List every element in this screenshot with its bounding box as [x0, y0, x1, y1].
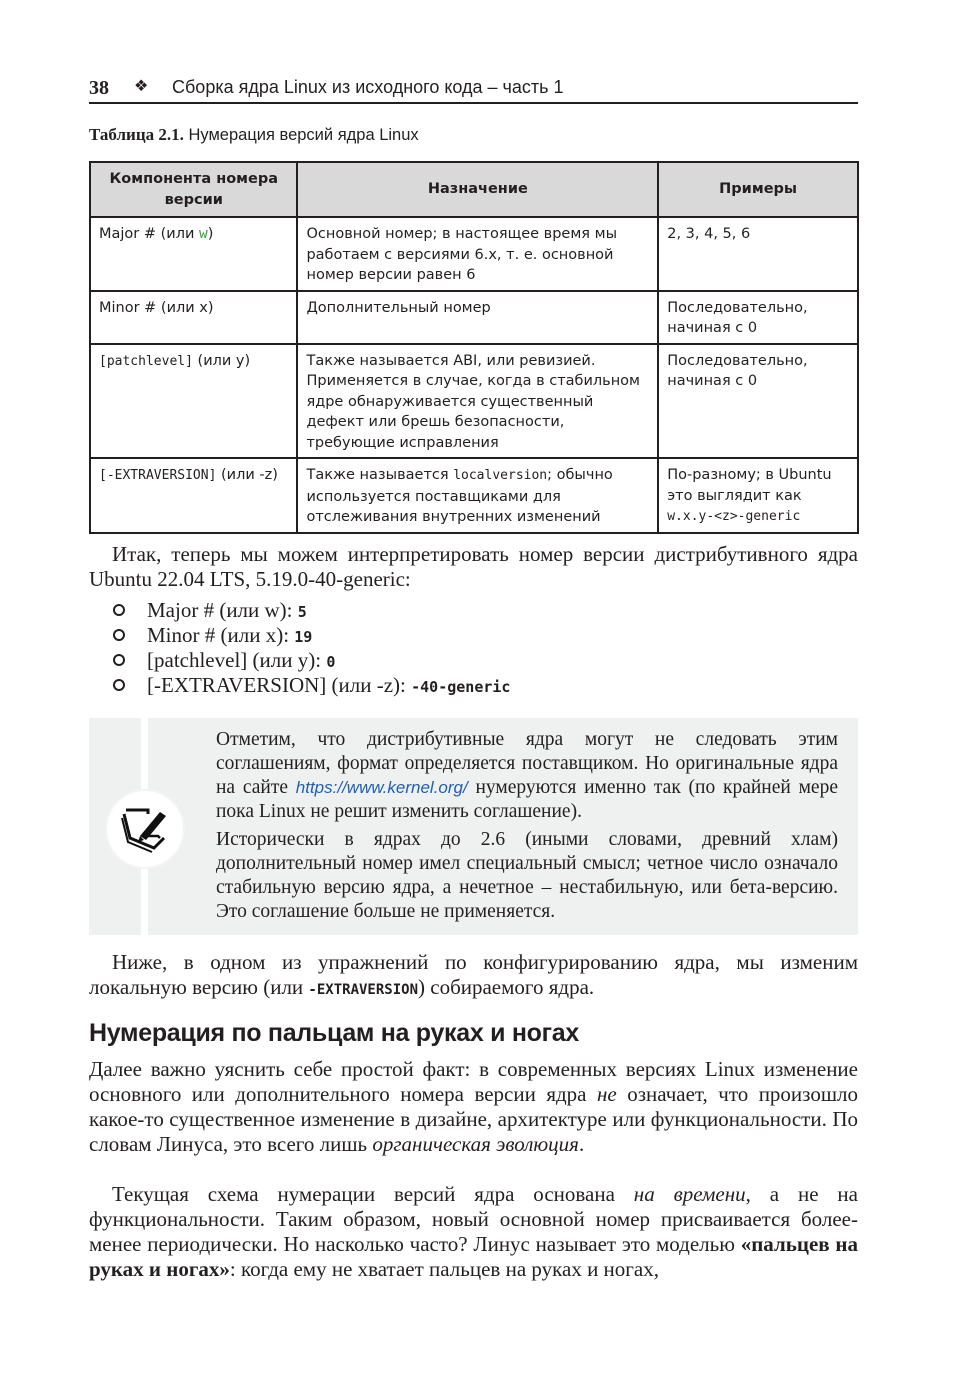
version-table [89, 161, 859, 534]
section-paragraph [89, 1182, 858, 1282]
cell-component [90, 217, 297, 291]
bullet-value: 0 [326, 653, 336, 671]
table-row [90, 217, 858, 291]
header-examples: Примеры [658, 162, 858, 217]
inline-code: -EXTRAVERSION [308, 982, 418, 998]
emphasis: органическая эволюция [372, 1132, 579, 1156]
purpose-code: localversion [453, 468, 548, 483]
cell-examples: Последовательно, начиная с 0 [658, 344, 858, 459]
text-span: Ниже, в одном из упражнений по конфигурированию ядра, мы изменим локальную версию (или [89, 950, 858, 999]
table-row [90, 291, 858, 344]
cell-purpose: Основной номер; в настоящее время мы работаем с версиями 6.x, т. е. основной номер версии равен 6 [297, 217, 658, 291]
header-purpose: Назначение [297, 162, 658, 217]
paragraph-extraversion [89, 950, 858, 1003]
component-code: w [199, 226, 208, 242]
bullet-value: -40-generic [411, 678, 511, 696]
component-suffix: (или y) [192, 352, 251, 369]
note-text-span: Отметим, что дистрибутивные ядра могут не следовать этим соглашениям, формат определяется поставщиком. Но оригинальные ядра на сайте [216, 729, 838, 798]
cell-purpose [297, 458, 658, 533]
list-item [89, 623, 510, 648]
cell-examples [658, 458, 858, 533]
note-box [89, 718, 858, 935]
strong-term: «пальцев на руках и ногах» [89, 1232, 858, 1281]
purpose-text: Также называется [306, 467, 454, 483]
cell-examples: 2, 3, 4, 5, 6 [658, 217, 858, 291]
cell-component: Minor # (или x) [90, 291, 297, 344]
bullet-circle-icon [113, 629, 125, 641]
text-span: : когда ему не хватает пальцев на руках и ногах, [229, 1257, 659, 1281]
note-paragraph [216, 728, 838, 824]
bullet-circle-icon [113, 654, 125, 666]
note-text [216, 728, 838, 928]
kernel-org-link[interactable]: https://www.kernel.org/ [295, 778, 468, 797]
chapter-title: Сборка ядра Linux из исходного кода – часть 1 [172, 77, 564, 97]
table-header-row [90, 162, 858, 217]
bullet-value: 5 [297, 603, 307, 621]
bullet-label: Major # (или w): [147, 598, 298, 622]
examples-code: w.x.y-<z>-generic [667, 509, 801, 524]
table-row [90, 458, 858, 533]
text-span: Далее важно уяснить себе простой факт: в современных версиях Linux изменение основного или дополнительного номера версии ядра [89, 1057, 858, 1106]
table-caption [89, 125, 419, 145]
table-caption-text: Нумерация версий ядра Linux [183, 126, 419, 144]
component-suffix: (или -z) [216, 467, 278, 483]
emphasis: на времени [633, 1182, 746, 1206]
note-icon-badge [107, 791, 183, 867]
intro-paragraph: Итак, теперь мы можем интерпретировать номер версии дистрибутивного ядра Ubuntu 22.04 LTS, 5.19.0-40-generic: [89, 542, 858, 591]
cell-purpose: Дополнительный номер [297, 291, 658, 344]
list-item [89, 648, 510, 673]
list-item [89, 598, 510, 623]
table-caption-label: Таблица 2.1. [89, 125, 184, 144]
bullet-label: [-EXTRAVERSION] (или -z): [147, 673, 412, 697]
component-text: Major # (или [99, 226, 200, 242]
version-bullet-list [89, 598, 510, 698]
bullet-label: Minor # (или x): [147, 623, 295, 647]
table-row [90, 344, 858, 459]
text-span: , а не на функциональности. Таким образом, новый основной номер присваивается более-менее периодически. Но насколько часто? Линус называет это моделью [89, 1182, 858, 1256]
cell-purpose: Также называется ABI, или ревизией. Применяется в случае, когда в стабильном ядре обнаруживается существенный дефект или брешь безопасности, требующие исправления [297, 344, 658, 459]
bullet-label: [patchlevel] (или y): [147, 648, 327, 672]
bullet-circle-icon [113, 679, 125, 691]
note-pencil-icon [120, 804, 170, 854]
note-text-span: нумеруются именно так (по крайней мере пока Linux не решит изменить соглашение). [216, 777, 838, 822]
section-paragraph [89, 1057, 858, 1157]
purpose-text: ; обычно используется поставщиками для отслеживания внутренних изменений [306, 467, 613, 525]
cell-component [90, 344, 297, 459]
text-span: . [578, 1132, 585, 1156]
ornament-icon: ❖ [134, 78, 149, 95]
cell-examples: Последовательно, начиная с 0 [658, 291, 858, 344]
emphasis: не [596, 1082, 617, 1106]
cell-component [90, 458, 297, 533]
text-span: Текущая схема нумерации версий ядра основана [112, 1182, 634, 1206]
page-number: 38 [89, 77, 109, 99]
examples-text: По-разному; в Ubuntu это выглядит как [667, 467, 832, 504]
section-heading: Нумерация по пальцам на руках и ногах [89, 1019, 579, 1047]
running-head [89, 76, 858, 104]
note-paragraph: Исторически в ядрах до 2.6 (иными словами, древний хлам) дополнительный номер имел специальный смысл; четное число означало стабильную версию ядра, а нечетное – нестабильную, или бета-версию. Это соглашение больше не применяется. [216, 829, 838, 922]
list-item [89, 673, 510, 698]
bullet-value: 19 [294, 628, 313, 646]
component-code: [patchlevel] [99, 353, 193, 369]
bullet-circle-icon [113, 604, 125, 616]
text-span: ) собираемого ядра. [418, 975, 595, 999]
text-span: означает, что произошло какое-то существенное изменение в дизайне, архитектуре или функциональности. По словам Линуса, это всего лишь [89, 1082, 858, 1156]
header-component: Компонента номера версии [90, 162, 297, 217]
component-suffix: ) [207, 226, 214, 242]
component-code: [-EXTRAVERSION] [99, 468, 217, 483]
